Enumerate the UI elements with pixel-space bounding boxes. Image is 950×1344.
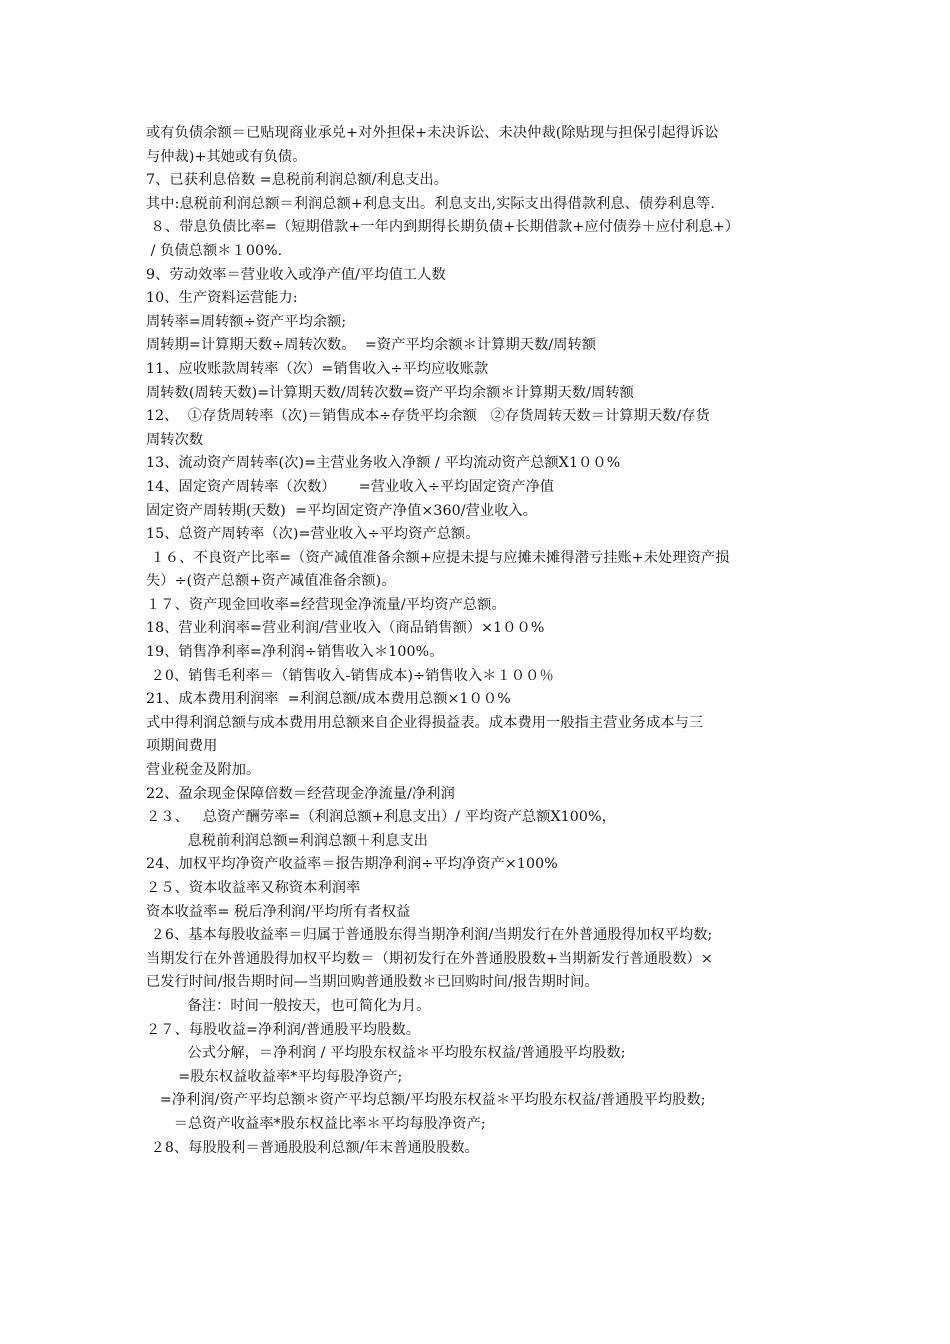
text-line: ＝总资产收益率*股东权益比率＊平均每股净资产;: [146, 1115, 486, 1132]
text-line: 息税前利润总额=利润总额＋利息支出: [146, 832, 429, 849]
text-line: 9、劳动效率＝营业收入或净产值/平均值工人数: [146, 266, 446, 283]
text-line: 24、加权平均净资产收益率＝报告期净利润÷平均净资产×100%: [146, 856, 558, 873]
text-line: ２３、 总资产酬劳率=（利润总额+利息支出）/ 平均资产总额X100%，: [146, 809, 616, 826]
text-line: ２0、销售毛利率＝（销售收入-销售成本)÷销售收入＊１００％: [146, 667, 554, 684]
text-line: =股东权益收益率*平均每股净资产;: [146, 1068, 403, 1085]
text-line: 项期间费用: [146, 738, 218, 755]
text-line: 已发行时间/报告期时间—当期回购普通股数＊已回购时间/报告期时间。: [146, 974, 599, 991]
text-line: =净利润/资产平均总额＊资产平均总额/平均股东权益＊平均股东权益/普通股平均股数;: [146, 1092, 706, 1109]
text-line: 13、流动资产周转率(次)=主营业务收入净额 / 平均流动资产总额X1００%: [146, 455, 621, 472]
text-line: 与仲裁)+其她或有负债。: [146, 148, 307, 165]
text-line: 19、销售净利率=净利润÷销售收入＊100%。: [146, 644, 444, 661]
text-line: 7、已获利息倍数 =息税前利润总额/利息支出。: [146, 172, 449, 189]
text-line: 资本收益率= 税后净利润/平均所有者权益: [146, 903, 411, 920]
text-line: 22、盈余现金保障倍数＝经营现金净流量/净利润: [146, 785, 455, 802]
document-page: [146, 122, 826, 1160]
text-line: 周转期=计算期天数÷周转次数。 =资产平均余额＊计算期天数/周转额: [146, 337, 597, 354]
text-line: 周转次数: [146, 431, 204, 448]
text-line: 15、总资产周转率（次)=营业收入÷平均资产总额。: [146, 526, 480, 543]
text-line: ２6、基本每股收益率＝归属于普通股东得当期净利润/当期发行在外普通股得加权平均数;: [146, 927, 713, 944]
text-line: / 负债总额＊１00%.: [146, 242, 283, 259]
text-line: 10、生产资料运营能力:: [146, 290, 298, 307]
text-line: １６、不良资产比率=（资产减值准备余额+应提未提与应摊未摊得潜亏挂账+未处理资产损: [146, 549, 730, 566]
text-line: 周转数(周转天数)=计算期天数/周转次数=资产平均余额＊计算期天数/周转额: [146, 384, 634, 401]
text-line: 11、应收账款周转率（次）=销售收入÷平均应收账款: [146, 360, 489, 377]
text-line: ２５、资本收益率又称资本利润率: [146, 880, 361, 896]
text-line: 式中得利润总额与成本费用用总额来自企业得损益表。成本费用一般指主营业务成本与三: [146, 714, 704, 731]
text-line: 固定资产周转期(天数) =平均固定资产净值×360/营业收入。: [146, 502, 538, 519]
text-line: 14、固定资产周转率（次数） =营业收入÷平均固定资产净值: [146, 478, 555, 495]
text-line: 其中:息税前利润总额＝利润总额+利息支出。利息支出,实际支出得借款利息、债券利息等.: [146, 195, 716, 212]
text-line: 21、成本费用利润率 =利润总额/成本费用总额×1００%: [146, 691, 511, 708]
text-line: 公式分解，＝净利润 / 平均股东权益＊平均股东权益/普通股平均股数;: [146, 1045, 626, 1062]
text-line: 营业税金及附加。: [146, 762, 261, 779]
text-line: 周转率=周转额÷资产平均余额;: [146, 313, 347, 330]
text-line: 备注：时间一般按天，也可简化为月。: [146, 997, 431, 1014]
text-line: １７、资产现金回收率=经营现金净流量/平均资产总额。: [146, 596, 506, 613]
text-line: 18、营业利润率=营业利润/营业收入（商品销售额）×1００%: [146, 620, 545, 637]
text-line: 当期发行在外普通股得加权平均数＝（期初发行在外普通股股数+当期新发行普通股数）×: [146, 950, 713, 967]
text-line: ２７、每股收益=净利润/普通股平均股数。: [146, 1021, 421, 1038]
text-line: 或有负债余额＝已贴现商业承兑+对外担保+未决诉讼、未决仲裁(除贴现与担保引起得诉讼: [146, 125, 719, 141]
text-line: ８、带息负债比率=（短期借款+一年内到期得长期负债+长期借款+应付债券＋应付利息+）: [146, 219, 740, 236]
text-line: ２8、每股股利＝普通股股利总额/年末普通股股数。: [146, 1139, 479, 1156]
text-line: 12、 ①存货周转率（次)＝销售成本÷存货平均余额 ②存货周转天数＝计算期天数/存货: [146, 408, 710, 425]
text-line: 失）÷(资产总额+资产减值准备余额)。: [146, 573, 396, 590]
